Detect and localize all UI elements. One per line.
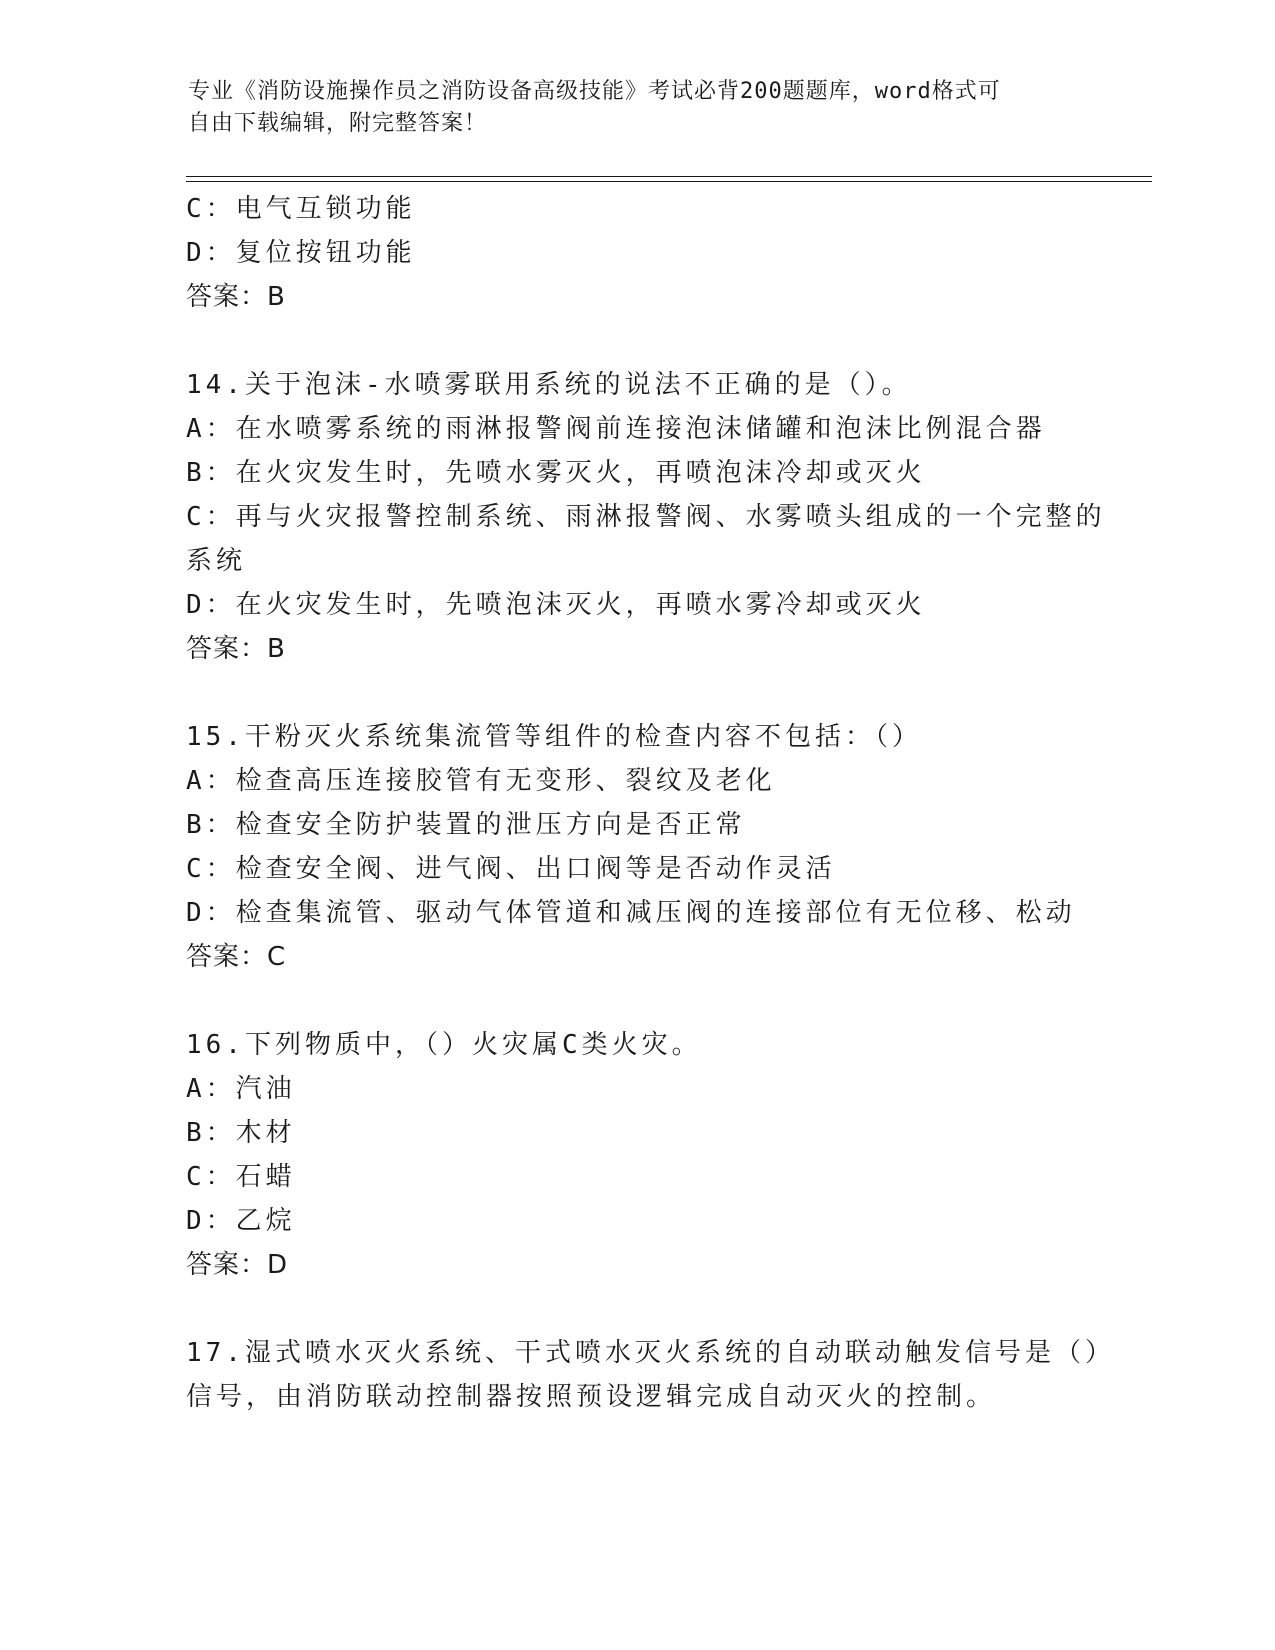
- q15-question: 15.干粉灭火系统集流管等组件的检查内容不包括：（）: [186, 722, 922, 752]
- header-rule-top: [186, 176, 1152, 177]
- document-header: [188, 76, 1088, 140]
- q14-option-b: B：在火灾发生时，先喷水雾灭火，再喷泡沫冷却或灭火: [186, 458, 926, 488]
- q16-answer: 答案：D: [186, 1250, 289, 1280]
- q15-option-a: A：检查高压连接胶管有无变形、裂纹及老化: [186, 766, 776, 796]
- q14-answer: 答案：B: [186, 634, 286, 664]
- header-line-1: 专业《消防设施操作员之消防设备高级技能》考试必背200题题库，word格式可: [188, 79, 1001, 104]
- q16-option-b: B：木材: [186, 1118, 296, 1148]
- q14-option-c-line-2: 系统: [186, 546, 247, 576]
- q17-question-line-2: 信号，由消防联动控制器按照预设逻辑完成自动灭火的控制。: [186, 1382, 997, 1412]
- q15-option-c: C：检查安全阀、进气阀、出口阀等是否动作灵活: [186, 854, 836, 884]
- q16-question: 16.下列物质中，（）火灾属C类火灾。: [186, 1030, 702, 1060]
- q15-option-d: D：检查集流管、驱动气体管道和减压阀的连接部位有无位移、松动: [186, 898, 1076, 928]
- q13-option-d: D：复位按钮功能: [186, 238, 416, 268]
- q14-option-a: A：在水喷雾系统的雨淋报警阀前连接泡沫储罐和泡沫比例混合器: [186, 414, 1046, 444]
- q17-question-line-1: 17.湿式喷水灭火系统、干式喷水灭火系统的自动联动触发信号是（）: [186, 1338, 1115, 1368]
- q14-option-c-line-1: C：再与火灾报警控制系统、雨淋报警阀、水雾喷头组成的一个完整的: [186, 502, 1106, 532]
- q15-option-b: B：检查安全防护装置的泄压方向是否正常: [186, 810, 746, 840]
- q14-question: 14.关于泡沫-水喷雾联用系统的说法不正确的是（）。: [186, 370, 912, 400]
- q14-option-d: D：在火灾发生时，先喷泡沫灭火，再喷水雾冷却或灭火: [186, 590, 926, 620]
- q13-option-c: C：电气互锁功能: [186, 194, 416, 224]
- q13-answer: 答案：B: [186, 282, 286, 312]
- q16-option-d: D：乙烷: [186, 1206, 296, 1236]
- q16-option-c: C：石蜡: [186, 1162, 296, 1192]
- q15-answer: 答案：C: [186, 942, 287, 972]
- q16-option-a: A：汽油: [186, 1074, 296, 1104]
- header-line-2: 自由下载编辑，附完整答案！: [188, 111, 488, 136]
- header-rule-bottom: [186, 181, 1152, 182]
